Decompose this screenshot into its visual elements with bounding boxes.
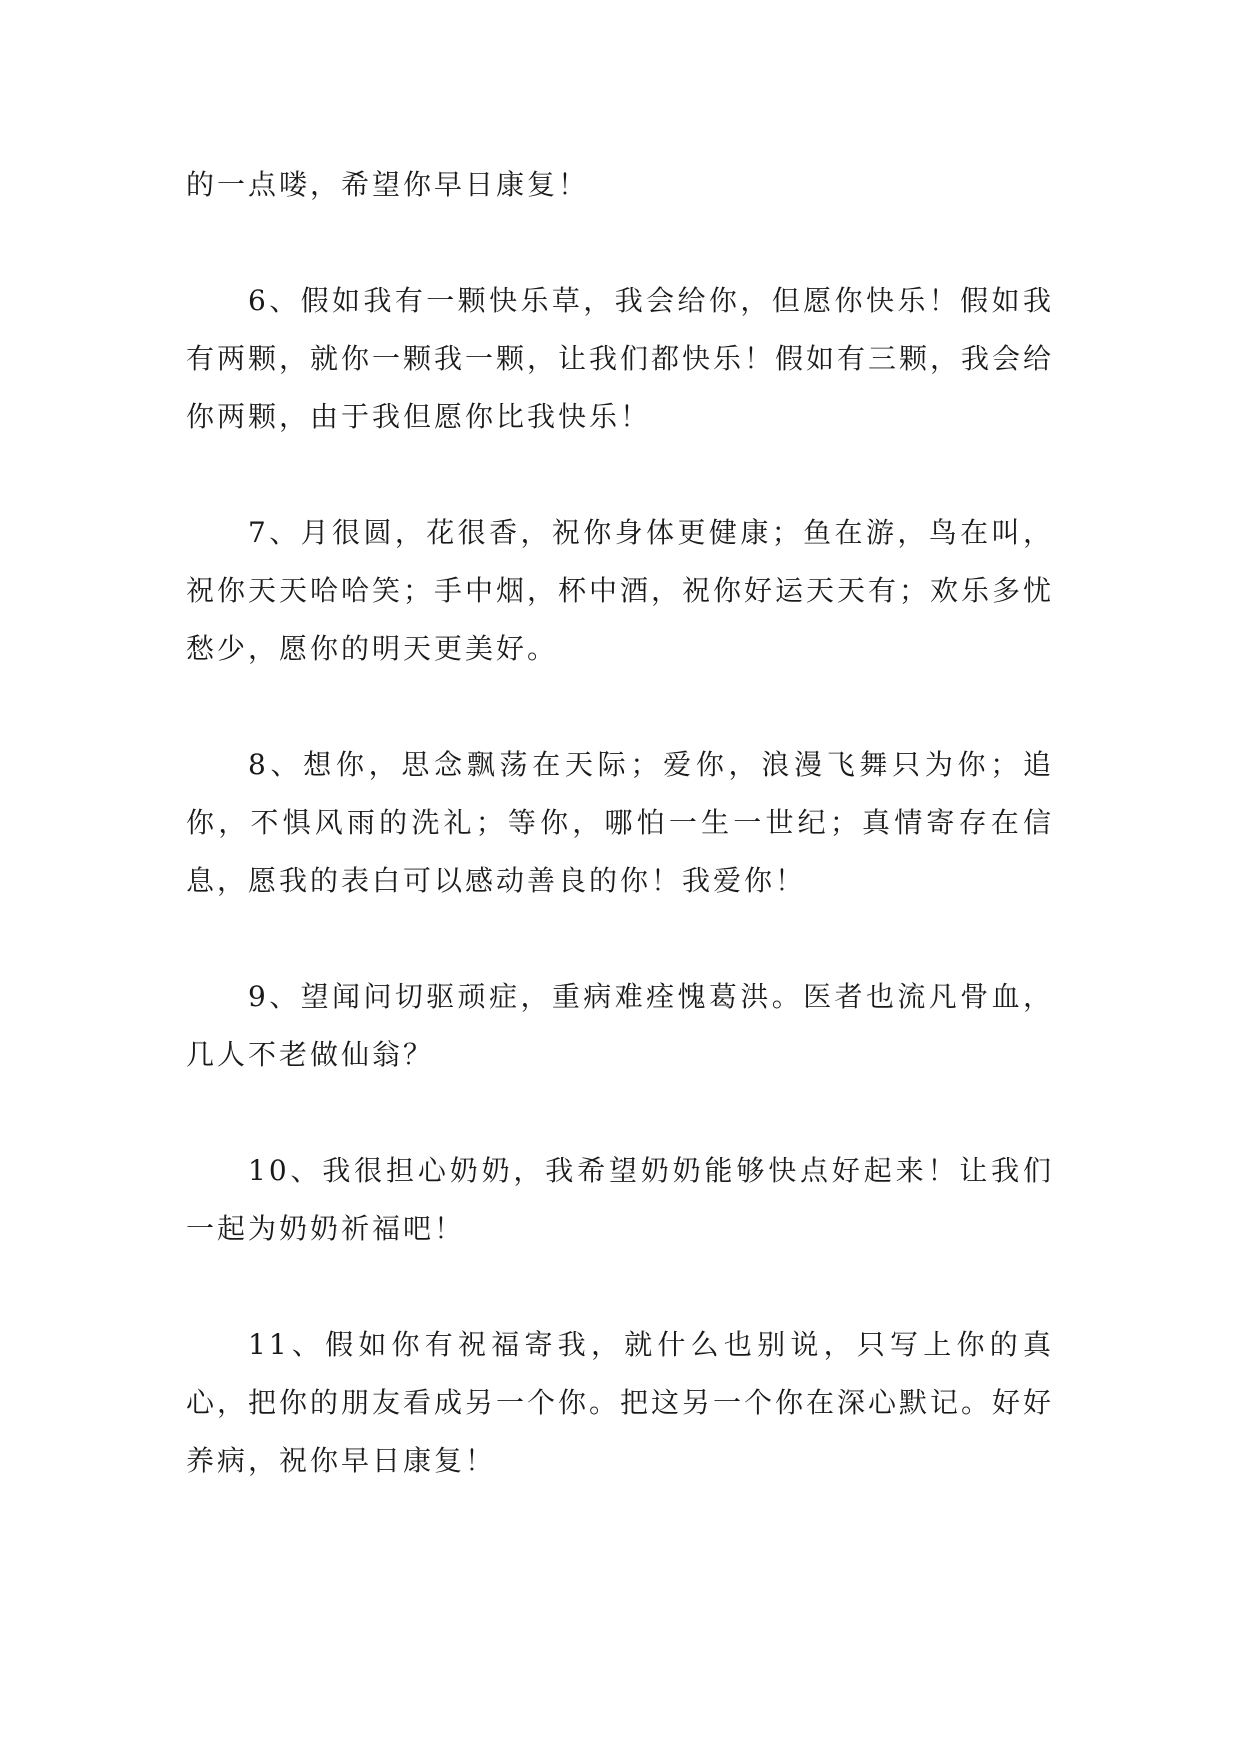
paragraph-8: 8、想你，思念飘荡在天际；爱你，浪漫飞舞只为你；追你，不惧风雨的洗礼；等你，哪怕一生一世纪；真情寄存在信息，愿我的表白可以感动善良的你！我爱你！ xyxy=(186,748,1054,897)
paragraph-11: 11、假如你有祝福寄我，就什么也别说，只写上你的真心，把你的朋友看成另一个你。把这另一个你在深心默记。好好养病，祝你早日康复！ xyxy=(186,1328,1055,1477)
paragraph-10: 10、我很担心奶奶，我希望奶奶能够快点好起来！让我们一起为奶奶祈福吧！ xyxy=(186,1154,1054,1245)
paragraph-6: 6、假如我有一颗快乐草，我会给你，但愿你快乐！假如我有两颗，就你一颗我一颗，让我们都快乐！假如有三颗，我会给你两颗，由于我但愿你比我快乐！ xyxy=(186,284,1055,433)
paragraph-9: 9、望闻问切驱顽症，重病难痊愧葛洪。医者也流凡骨血，几人不老做仙翁？ xyxy=(186,980,1054,1071)
paragraph-7: 7、月很圆，花很香，祝你身体更健康；鱼在游，鸟在叫，祝你天天哈哈笑；手中烟，杯中酒，祝你好运天天有；欢乐多忧愁少，愿你的明天更美好。 xyxy=(186,516,1055,665)
document-body xyxy=(186,156,1054,1548)
paragraph-continuation: 的一点喽，希望你早日康复！ xyxy=(186,168,590,201)
